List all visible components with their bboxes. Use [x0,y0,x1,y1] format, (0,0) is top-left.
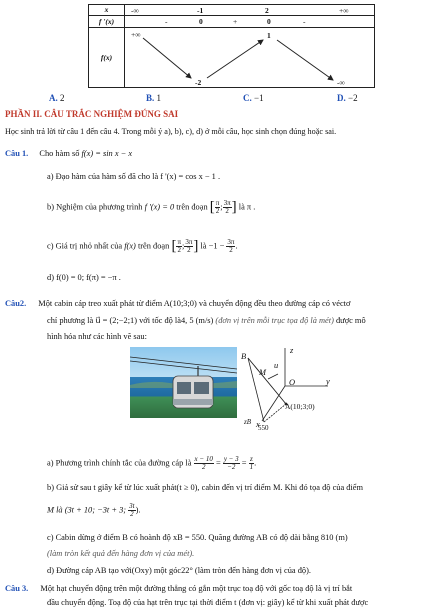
vt-f-label: f(x) [89,28,125,88]
vt-f-1: 1 [267,31,271,40]
vt-x-m1: -1 [197,6,204,15]
vt-sign-3: + [233,17,238,26]
answer-c-value: −1 [254,93,264,103]
q1-a: a) Đạo hàm của hàm số đã cho là f '(x) = cos x − 1 . [47,172,221,181]
cable-3d-diagram [240,346,335,434]
answer-c-letter: C. [243,93,252,103]
fig-label-u: u⃗ [274,361,285,370]
q1-label: Câu 1. [5,149,29,158]
q2-d: d) Đường cáp AB tạo với(Oxy) một góc22° (làm tròn đến hàng đơn vị của độ). [47,566,311,575]
variation-table [88,4,375,88]
q1-d: d) f(0) = 0; f(π) = −π . [47,273,121,282]
q2-c-line1: c) Cabin dừng ở điểm B có hoành độ xB = 550. Quãng đường AB có độ dài bằng 810 (m) [47,533,348,542]
answer-d-letter: D. [337,93,346,103]
fig-label-z: z [290,346,294,355]
fig-label-O: O [289,378,296,387]
q2-b-line2: M là (3t + 10; −3t + 3; $\frac{3t}{2}$ ). [47,502,141,518]
answer-d-value: −2 [348,93,358,103]
answer-row [49,93,65,104]
vt-x-neg-inf: -∞ [131,6,139,15]
q1-b: b) Nghiệm của phương trình f '(x) = 0 trên đoạn [ $\frac{\pi}{2}$ ; $\frac{3\pi}{2}$ ] là π . [47,198,256,215]
fig-label-M: M [259,368,266,377]
q2-label: Câu2. [5,299,27,308]
q2-c-line2: (làm tròn kết quả đến hàng đơn vị của mét). [47,549,195,558]
q1-c: c) Giá trị nhỏ nhất của f(x) trên đoạn [ $\frac{\pi}{2}$ ; $\frac{3\pi}{2}$ ] là −1 − $\frac{3\pi}{2}$ . [47,237,238,254]
answer-a-letter: A. [49,93,58,103]
vt-x-pos-inf: +∞ [339,6,349,15]
fig-label-x: x [256,420,260,429]
q2-line1: Một cabin cáp treo xuất phát từ điểm A(10;3;0) và chuyển động đều theo đường cáp có véctơ [38,299,351,308]
section-title: PHẦN II. CÂU TRẮC NGHIỆM ĐÚNG SAI [5,109,179,119]
q2-a: a) Phương trình chính tắc của đường cáp là $\frac{x - 10}{2}$ = $\frac{y - 3}{-2}$ = $\frac{z}{1}$ . [47,455,257,471]
answer-b-value: 1 [156,93,162,103]
vt-x-2: 2 [265,6,269,15]
q1-stem: Cho hàm số [39,149,80,158]
vt-f-m2: -2 [195,78,202,87]
answer-a-value: 2 [60,93,65,103]
vt-sign-1: - [165,17,168,26]
fig-label-550: 550 [258,424,269,432]
q2-line3: hình hóa như các hình vẽ sau: [47,332,147,341]
section-instruction: Học sinh trả lời từ câu 1 đến câu 4. Trong mỗi ý a), b), c), d) ở mỗi câu, học sinh chọn đúng hoặc sai. [5,127,337,136]
q3-line2: đầu chuyển động. Toạ độ của hạt trên trục tại thời điểm t (đơn vị: giây) kể từ khi xuất phát được [47,598,369,607]
vt-arrows [125,28,376,90]
q3-label: Câu 3. [5,584,29,593]
fig-label-zB: zB [244,418,251,426]
vt-d-label: f '(x) [89,16,125,28]
vt-f-pos-inf: +∞ [131,30,141,39]
cable-car-illustration [130,347,237,418]
fig-label-A: A(10;3;0) [285,402,315,411]
vt-x-label: x [89,5,125,16]
fig-label-y: y [326,377,330,386]
vt-sign-5: - [303,17,306,26]
vt-sign-2: 0 [199,17,203,26]
cable-car-photo [130,347,237,418]
q2-b-line1: b) Giả sử sau t giây kể từ lúc xuất phát(t ≥ 0), cabin đến vị trí điểm M. Khi đó tọa độ của điểm [47,483,364,492]
fig-label-B: B [241,352,247,361]
vt-f-neg-inf: -∞ [337,78,345,87]
q1-stem-math: f(x) = sin x − x [81,149,133,158]
vt-sign-4: 0 [267,17,271,26]
q3-line1: Một hạt chuyển động trên một đường thẳng có gắn một trục toạ độ với gốc toạ độ là vị trí bắt [40,584,353,593]
q2-line2: chỉ phương là u⃗ = (2;−2;1) với tốc độ là4, 5 (m/s) (đơn vị trên mỗi trục tọa độ là mét) được mô [47,316,366,325]
answer-b-letter: B. [146,93,155,103]
